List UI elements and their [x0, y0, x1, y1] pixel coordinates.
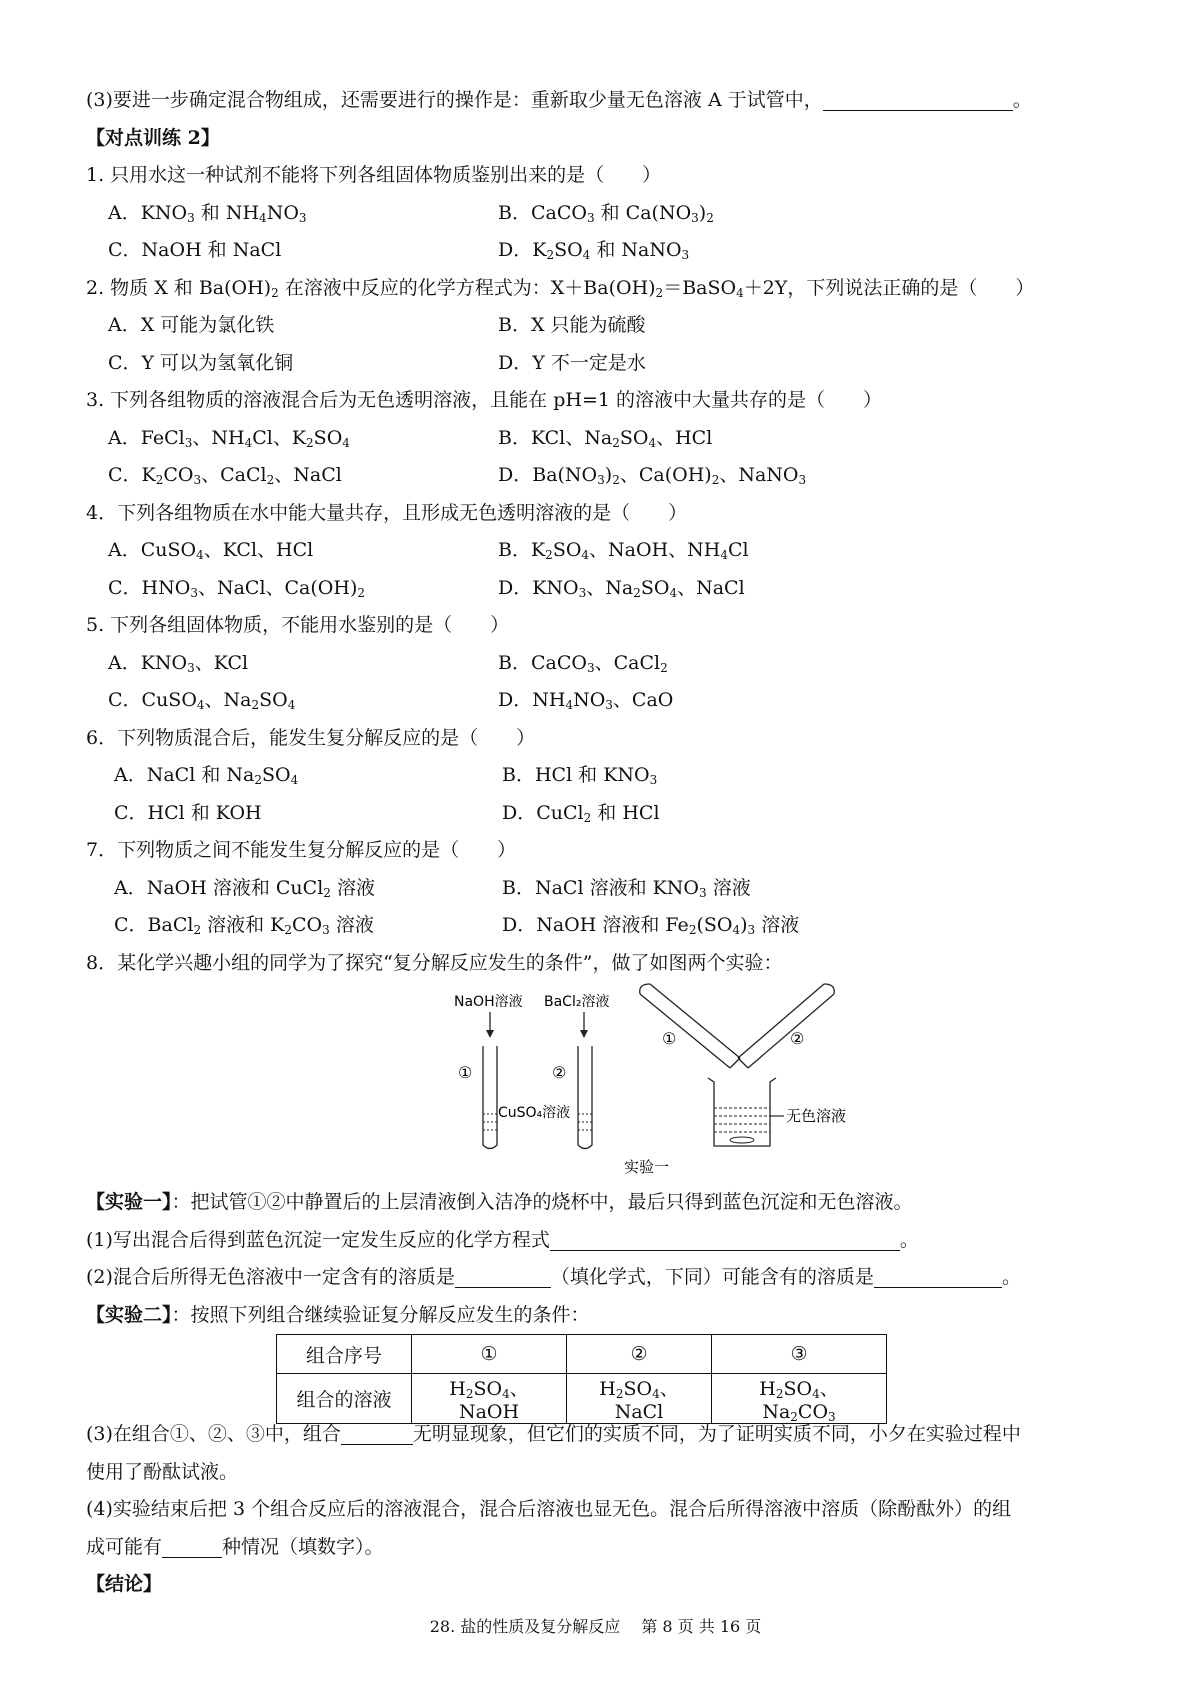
section-title: 【对点训练 2】: [86, 126, 220, 149]
tube-2-label: ②: [552, 1063, 567, 1082]
answer-blank[interactable]: [823, 88, 1013, 111]
option-row: [86, 570, 1116, 608]
combo-table-wrap: [86, 1334, 1116, 1424]
cuso4-label: CuSO₄溶液: [498, 1105, 571, 1121]
experiment-figure: [86, 982, 1116, 1184]
option-b[interactable]: B．HCl 和 $KNO_3$: [502, 764, 658, 787]
sub4-cont: 成可能有 种情况（填数字）。: [86, 1535, 384, 1558]
option-row: [86, 870, 1116, 908]
option-c[interactable]: C．NaOH 和 NaCl: [108, 239, 282, 261]
option-row: [86, 420, 1116, 458]
table-cell: 组合的溶液: [277, 1374, 412, 1424]
page-footer: 28. 盐的性质及复分解反应 第 8 页 共 16 页: [429, 1617, 762, 1636]
answer-blank[interactable]: [550, 1228, 900, 1251]
document-page: [86, 82, 1116, 1604]
option-row: [86, 907, 1116, 945]
intro-q3: (3)要进一步确定混合物组成，还需要进行的操作是：重新取少量无色溶液 A 于试管中， 。: [86, 89, 1032, 111]
question-stem: 5. 下列各组固体物质，不能用水鉴别的是（ ）: [86, 614, 510, 636]
arrow-2-head-icon: [580, 1030, 588, 1038]
question-stem: 7．下列物质之间不能发生复分解反应的是（ ）: [86, 839, 517, 861]
table-row: [277, 1335, 887, 1374]
sub3-cont: 使用了酚酞试液。: [86, 1460, 239, 1483]
option-row: [86, 345, 1116, 383]
exp1: 【实验一】：把试管①②中静置后的上层清液倒入洁净的烧杯中，最后只得到蓝色沉淀和无色溶液。: [86, 1191, 913, 1213]
option-row: [86, 795, 1116, 833]
q8-stem: 8．某化学兴趣小组的同学为了探究“复分解反应发生的条件”，做了如图两个实验：: [86, 951, 783, 974]
table-header-cell: ③: [712, 1335, 887, 1374]
option-d[interactable]: D．NaOH 溶液和 $Fe_2(SO_4)_3$ 溶液: [502, 914, 800, 937]
option-c[interactable]: C．BaCl$_2$ 溶液和 $K_2CO_3$ 溶液: [114, 914, 374, 937]
question-stem: 4．下列各组物质在水中能大量共存，且形成无色透明溶液的是（ ）: [86, 501, 688, 524]
option-row: [86, 532, 1116, 570]
option-b[interactable]: B．X 只能为硫酸: [498, 314, 646, 336]
pour-tube-2: [738, 984, 834, 1068]
experiment-diagram: [386, 982, 847, 1184]
option-d[interactable]: D．$K_2SO_4$ 和 NaNO$_3$: [498, 239, 690, 262]
tube-1-label: ①: [458, 1063, 473, 1082]
arrow-1-head-icon: [486, 1030, 494, 1038]
option-d[interactable]: D．$Ba(NO_3)_2$、$Ca(OH)_2$、NaNO$_3$: [498, 464, 807, 487]
table-header-cell: ②: [567, 1335, 712, 1374]
table-cell: $H_2SO_4$、$Na_2CO_3$: [712, 1374, 887, 1424]
option-row: [86, 645, 1116, 683]
option-b[interactable]: B．NaCl 溶液和 $KNO_3$ 溶液: [502, 876, 751, 900]
sub4: (4)实验结束后把 3 个组合反应后的溶液混合，混合后溶液也显无色。混合后所得溶液中溶质（除酚酞外）的组: [86, 1498, 1012, 1520]
combo-table: [276, 1334, 887, 1424]
option-a[interactable]: A．$KNO_3$ 和 $NH_4NO_3$: [108, 201, 307, 225]
pour-1-label: ①: [662, 1029, 677, 1048]
sub1: (1)写出混合后得到蓝色沉淀一定发生反应的化学方程式 。: [86, 1228, 919, 1251]
answer-blank[interactable]: [874, 1265, 1002, 1288]
beaker-label: 无色溶液: [786, 1107, 847, 1125]
pour-2-label: ②: [790, 1029, 805, 1048]
option-d[interactable]: D．$KNO_3$、$Na_2SO_4$、NaCl: [498, 576, 745, 600]
precipitate: [730, 1137, 754, 1143]
option-b[interactable]: B．CaCO$_3$、CaCl$_2$: [498, 651, 668, 675]
table-cell: $H_2SO_4$、NaCl: [567, 1374, 712, 1424]
option-a[interactable]: A．X 可能为氯化铁: [108, 314, 275, 336]
question-stem: 2. 物质 X 和 $Ba(OH)_2$ 在溶液中反应的化学方程式为：$X+Ba(OH)_2=BaSO_4+2Y$，下列说法正确的是（ ）: [86, 276, 1035, 300]
option-a[interactable]: A．FeCl$_3$、$NH_4Cl$、$K_2SO_4$: [108, 426, 350, 450]
table-header-cell: 组合序号: [277, 1335, 412, 1374]
option-a[interactable]: A．CuSO$_4$、KCl、HCl: [108, 539, 314, 562]
option-row: [86, 307, 1116, 345]
option-c[interactable]: C．$HNO_3$、NaCl、$Ca(OH)_2$: [108, 576, 365, 600]
option-a[interactable]: A．NaCl 和 $Na_2SO_4$: [114, 764, 299, 787]
pour-tube-1: [640, 984, 740, 1068]
option-row: [86, 757, 1116, 795]
question-stem: 1. 只用水这一种试剂不能将下列各组固体物质鉴别出来的是（ ）: [86, 164, 662, 186]
answer-blank[interactable]: [455, 1265, 551, 1288]
option-a[interactable]: A．$KNO_3$、KCl: [108, 651, 249, 675]
option-c[interactable]: C．Y 可以为氢氧化铜: [108, 351, 294, 374]
option-d[interactable]: D．CuCl$_2$ 和 HCl: [502, 801, 660, 825]
conclusion-heading: 【结论】: [86, 1573, 163, 1595]
question-stem: 6．下列物质混合后，能发生复分解反应的是（ ）: [86, 726, 536, 749]
test-tube-1: [483, 1046, 497, 1149]
figure-caption: 实验一: [624, 1158, 670, 1176]
option-b[interactable]: B．$K_2SO_4$、NaOH、$NH_4Cl$: [498, 539, 749, 562]
exp2: 【实验二】：按照下列组合继续验证复分解反应发生的条件：: [86, 1303, 590, 1326]
option-c[interactable]: C．CuSO$_4$、$Na_2SO_4$: [108, 689, 296, 712]
test-tube-2: [578, 1046, 592, 1149]
option-b[interactable]: B．CaCO$_3$ 和 $Ca(NO_3)_2$: [498, 201, 714, 225]
beaker: [708, 1078, 776, 1146]
question-stem: 3. 下列各组物质的溶液混合后为无色透明溶液，且能在 pH=1 的溶液中大量共存的是（ ）: [86, 389, 882, 411]
option-c[interactable]: C．$K_2CO_3$、CaCl$_2$、NaCl: [108, 464, 342, 487]
naoh-label: NaOH溶液: [454, 994, 523, 1010]
table-cell: $H_2SO_4$、NaOH: [412, 1374, 567, 1424]
option-d[interactable]: D．$NH_4NO_3$、CaO: [498, 689, 674, 712]
question-list: [86, 157, 1116, 945]
answer-blank[interactable]: [162, 1535, 222, 1558]
sub2: (2)混合后所得无色溶液中一定含有的溶质是 （填化学式，下同）可能含有的溶质是 。: [86, 1266, 1021, 1288]
option-b[interactable]: B．KCl、$Na_2SO_4$、HCl: [498, 426, 713, 450]
option-row: [86, 682, 1116, 720]
answer-blank[interactable]: [341, 1422, 413, 1445]
option-a[interactable]: A．NaOH 溶液和 CuCl$_2$ 溶液: [114, 876, 375, 900]
option-d[interactable]: D．Y 不一定是水: [498, 351, 646, 374]
option-c[interactable]: C．HCl 和 KOH: [114, 801, 262, 824]
table-header-cell: ①: [412, 1335, 567, 1374]
option-row: [86, 232, 1116, 270]
option-row: [86, 457, 1116, 495]
option-row: [86, 195, 1116, 233]
bacl2-label: BaCl₂溶液: [544, 994, 610, 1010]
sub3: (3)在组合①、②、③中，组合 无明显现象，但它们的实质不同，为了证明实质不同，小夕在实验过程中: [86, 1423, 1021, 1445]
